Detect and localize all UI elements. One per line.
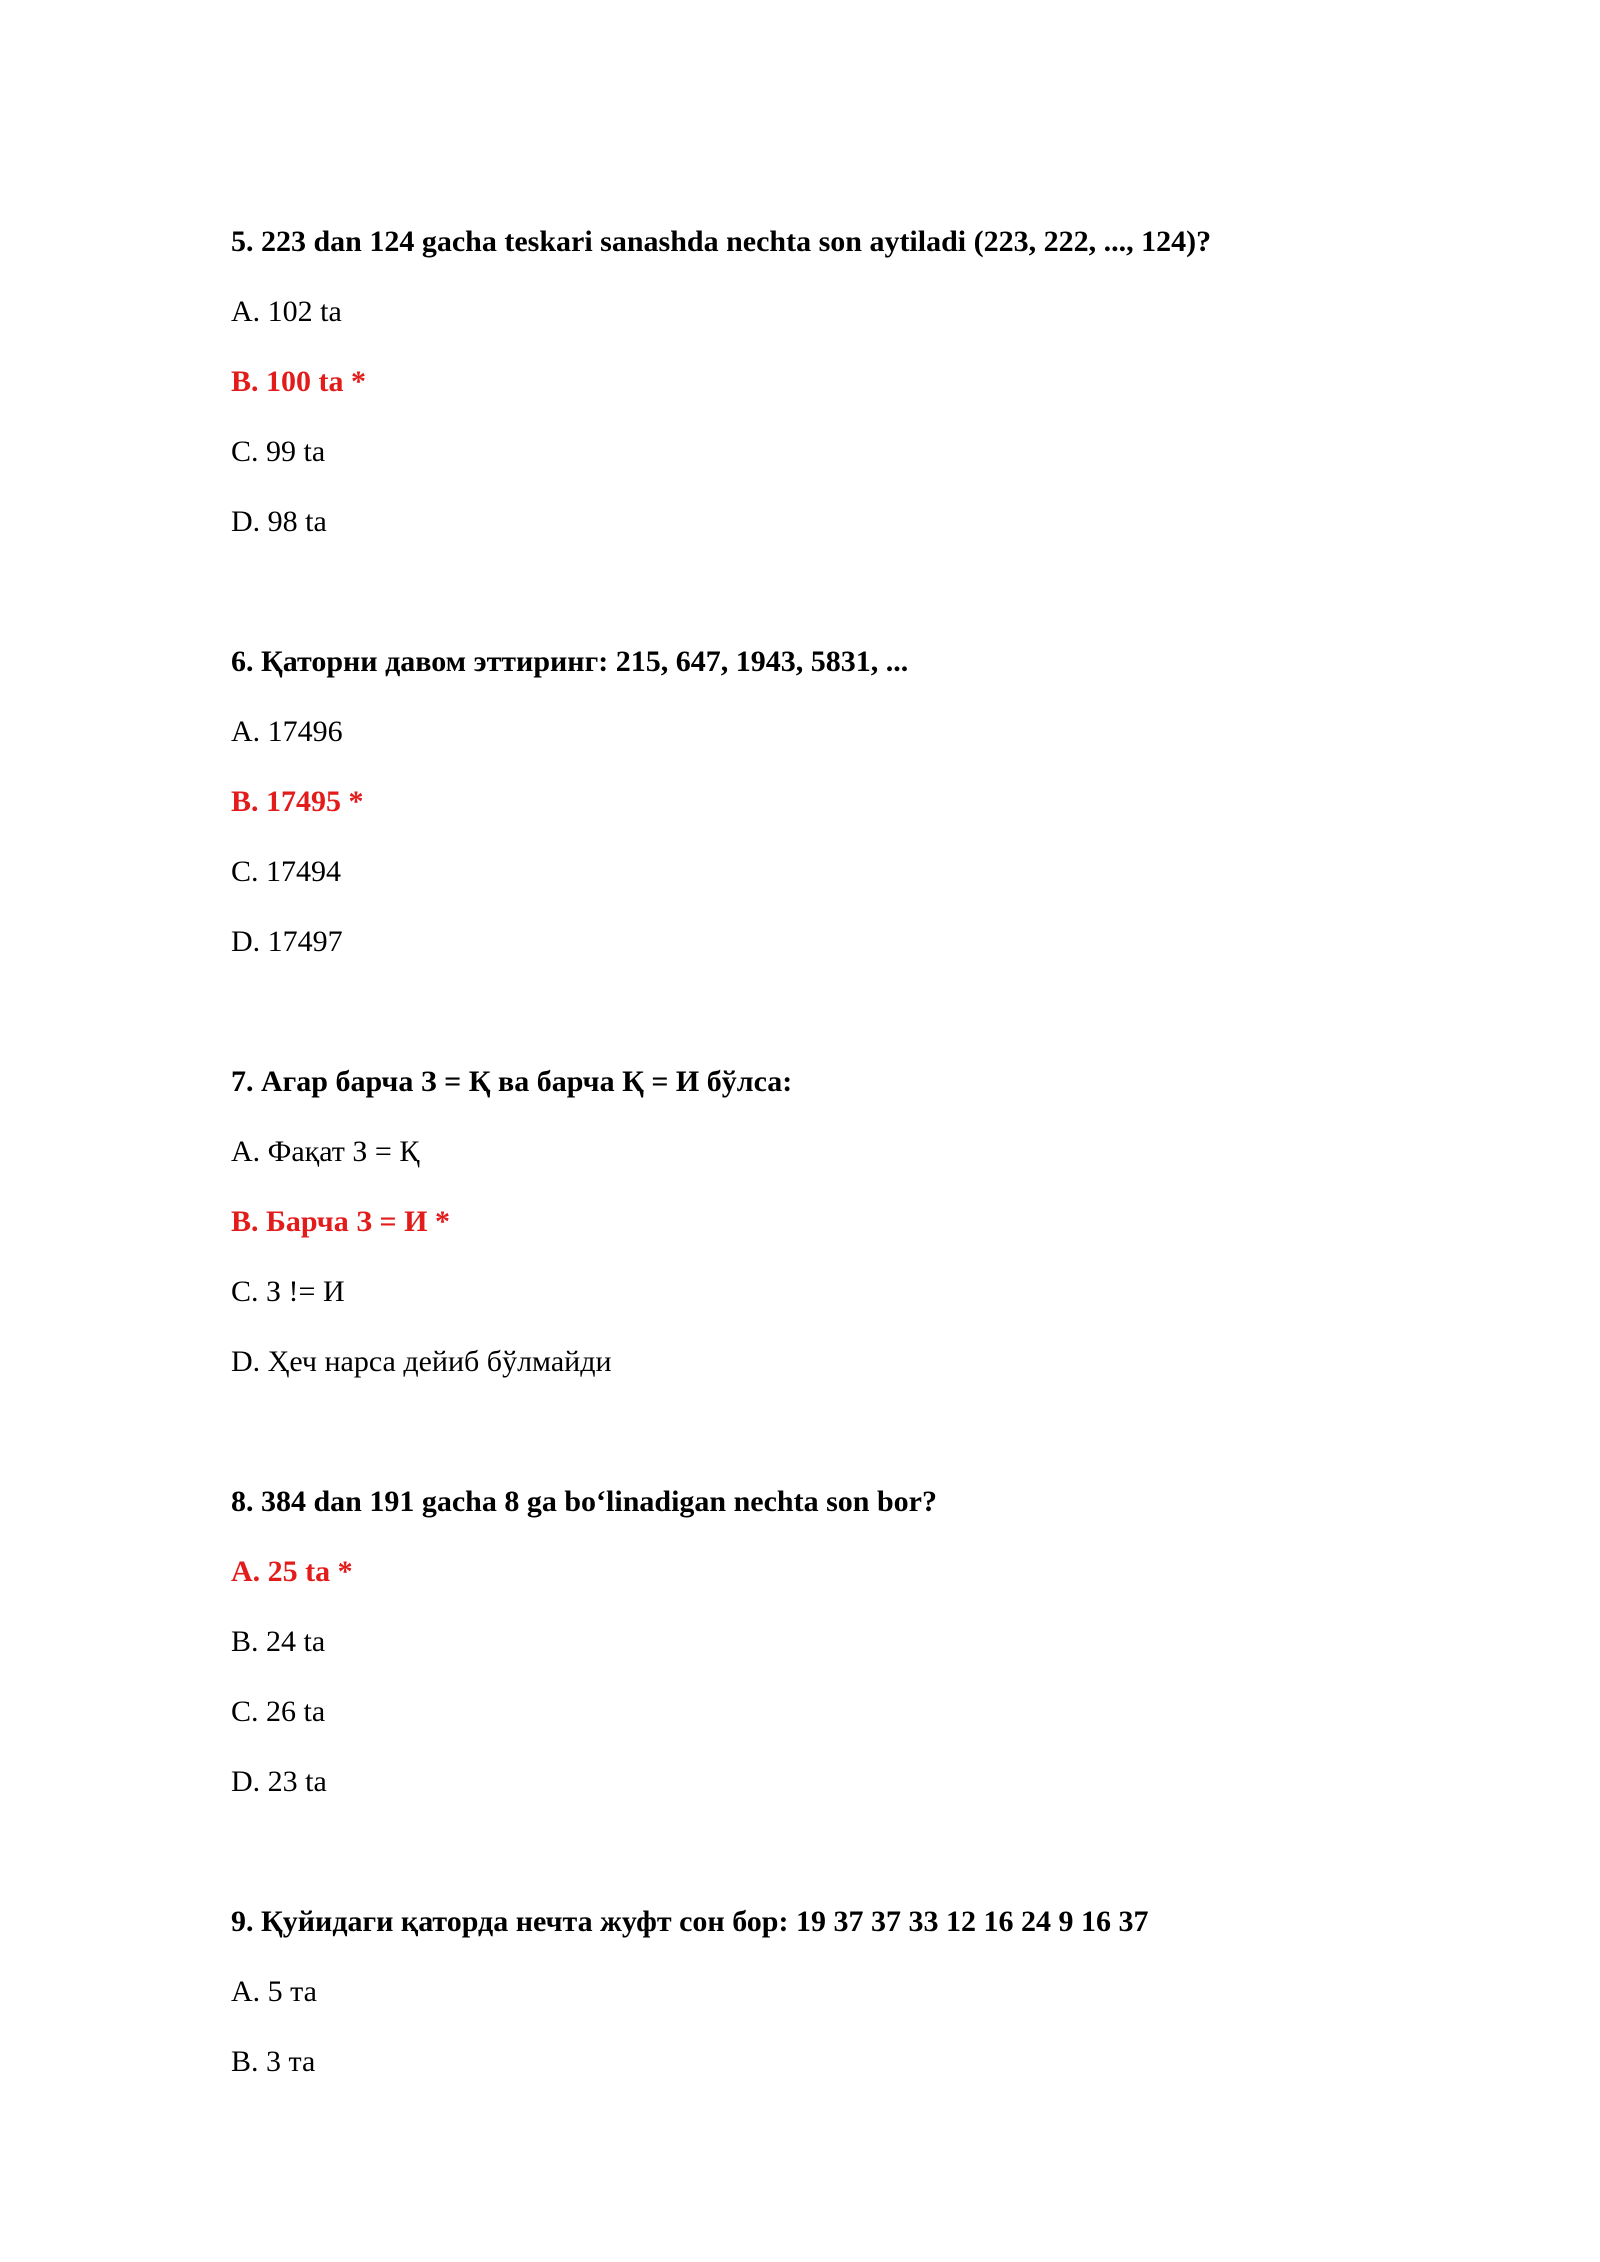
question-6 <box>231 627 1431 977</box>
option-a: A. 102 ta <box>231 295 342 328</box>
option-b-correct: B. 100 ta * <box>231 365 366 398</box>
question-9 <box>231 1887 1431 2097</box>
option-d: D. Ҳеч нарса дейиб бўлмайди <box>231 1345 612 1378</box>
option-d: D. 98 ta <box>231 505 327 538</box>
question-text: 9. Қуйидаги қаторда нечта жуфт сон бор: 19 37 37 33 12 16 24 9 16 37 <box>231 1905 1149 1938</box>
option-a: A. 17496 <box>231 715 343 748</box>
question-text: 6. Қаторни давом эттиринг: 215, 647, 1943, 5831, ... <box>231 645 909 678</box>
option-b: B. 24 ta <box>231 1625 326 1658</box>
option-d: D. 17497 <box>231 925 343 958</box>
question-7 <box>231 1047 1431 1397</box>
question-text: 5. 223 dan 124 gacha teskari sanashda nechta son aytiladi (223, 222, ..., 124)? <box>231 225 1212 258</box>
option-c: C. З != И <box>231 1275 345 1308</box>
question-5 <box>231 207 1431 557</box>
option-a-correct: A. 25 ta * <box>231 1555 353 1588</box>
question-8 <box>231 1467 1431 1817</box>
option-c: C. 26 ta <box>231 1695 326 1728</box>
option-a: A. Фақат З = Қ <box>231 1135 420 1168</box>
option-a: A. 5 та <box>231 1975 317 2008</box>
question-text: 8. 384 dan 191 gacha 8 ga bo‘linadigan nechta son bor? <box>231 1485 937 1518</box>
option-b: B. 3 та <box>231 2045 316 2078</box>
option-b-correct: B. Барча З = И * <box>231 1205 450 1238</box>
question-text: 7. Агар барча З = Қ ва барча Қ = И бўлса: <box>231 1065 793 1098</box>
option-d: D. 23 ta <box>231 1765 327 1798</box>
option-c: C. 17494 <box>231 855 342 888</box>
option-c: C. 99 ta <box>231 435 326 468</box>
option-b-correct: B. 17495 * <box>231 785 364 818</box>
